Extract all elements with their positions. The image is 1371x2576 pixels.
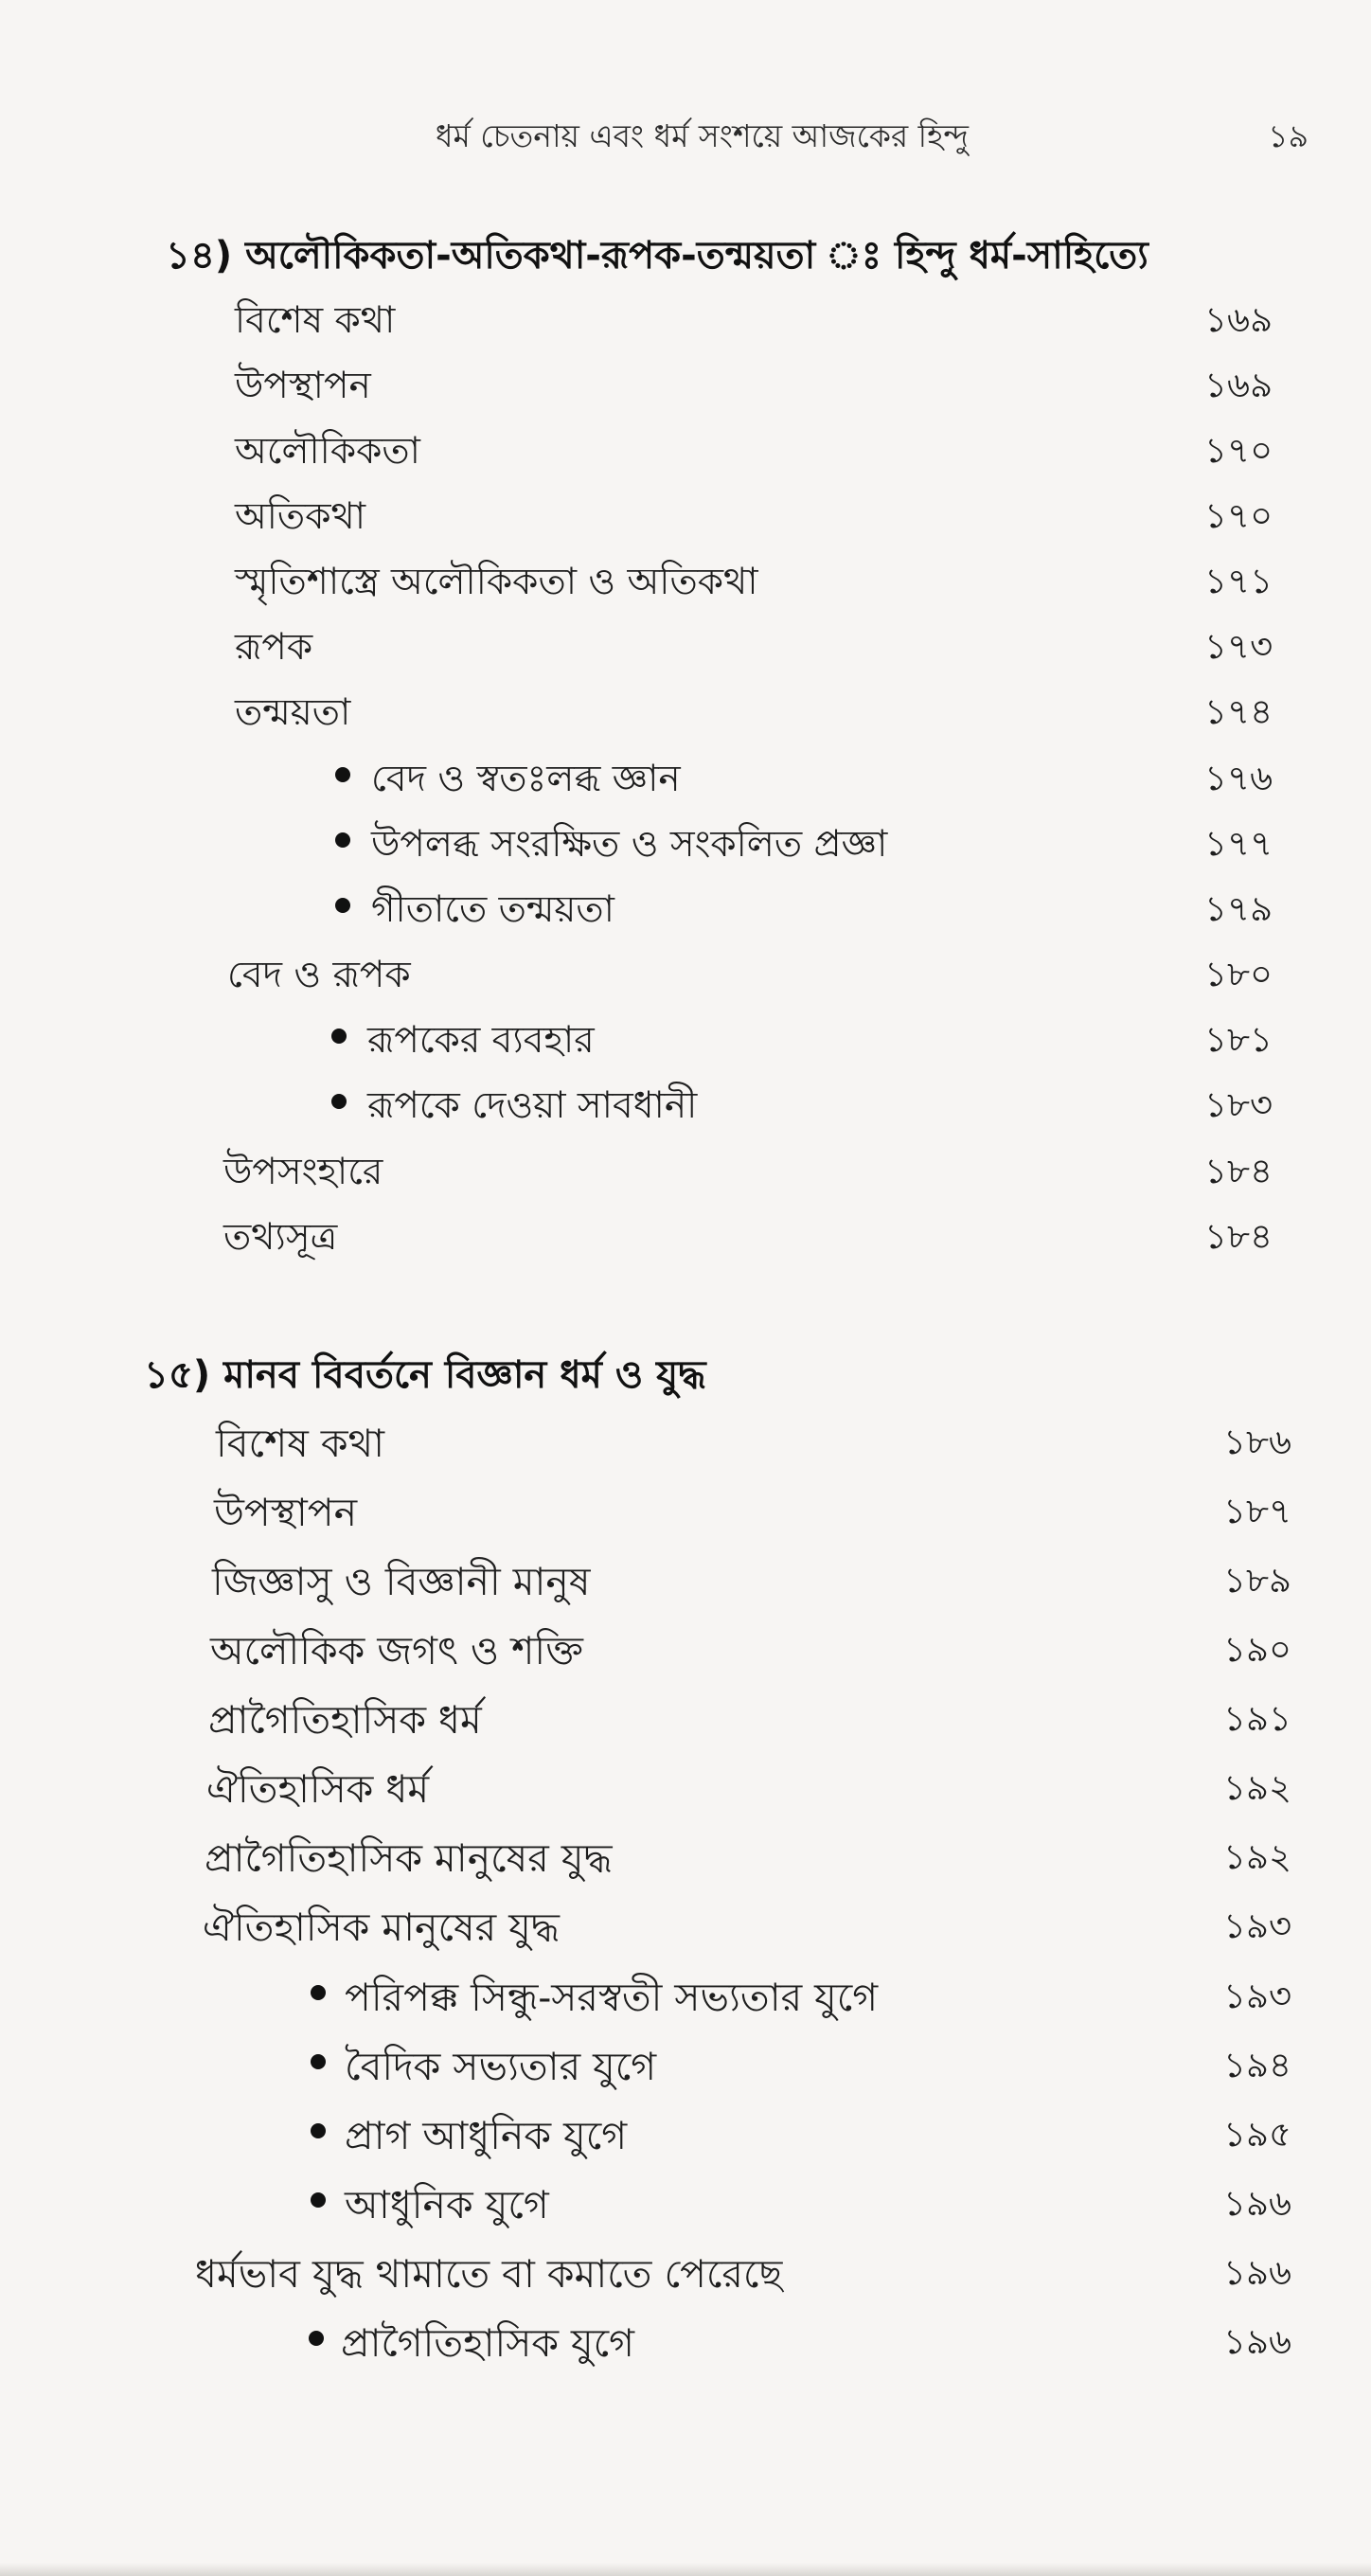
toc-entry — [0, 2245, 1371, 2301]
toc-entry — [0, 1898, 1371, 1955]
toc-entry-title: উপলব্ধ সংরক্ষিত ও সংকলিত প্রজ্ঞা — [371, 823, 888, 866]
toc-entry-page: ১৭৭ — [1204, 823, 1273, 864]
toc-entry-page: ১৮০ — [1204, 954, 1273, 994]
toc-entry-title: উপস্থাপন — [235, 365, 371, 407]
toc-entry-subitem — [0, 1968, 1371, 2025]
toc-entry-title: উপসংহারে — [223, 1151, 383, 1193]
page-edge-shadow — [0, 2563, 1371, 2576]
toc-entry-title: রূপক — [235, 626, 313, 669]
toc-entry-title: পরিপক্ক সিন্ধু-সরস্বতী সভ্যতার যুগে — [345, 1975, 879, 2020]
toc-entry-subitem — [0, 815, 1371, 872]
toc-entry-page: ১৯০ — [1223, 1629, 1292, 1670]
toc-entry-title: ধর্মভাব যুদ্ধ থামাতে বা কমাতে পেরেছে — [195, 2251, 783, 2297]
toc-entry-page: ১৯৬ — [1223, 2321, 1292, 2362]
toc-entry-title: বৈদিক সভ্যতার যুগে — [345, 2044, 657, 2089]
toc-entry — [0, 1552, 1371, 1609]
toc-entry — [0, 1621, 1371, 1678]
toc-entry — [0, 1760, 1371, 1816]
toc-entry-page: ১৯১ — [1223, 1698, 1292, 1739]
toc-entry — [0, 422, 1371, 479]
toc-entry-title: রূপকের ব্যবহার — [367, 1019, 595, 1062]
toc-entry-page: ১৭০ — [1204, 495, 1273, 536]
running-head-title: ধর্ম চেতনায় এবং ধর্ম সংশয়ে আজকের হিন্দু — [436, 117, 969, 154]
toc-entry-page: ১৯৩ — [1223, 1905, 1292, 1946]
toc-entry-page: ১৮৩ — [1204, 1084, 1273, 1125]
toc-entry-page: ১৯২ — [1223, 1836, 1292, 1877]
toc-entry-subitem — [0, 1011, 1371, 1068]
toc-entry — [0, 1483, 1371, 1540]
toc-entry-title: জিজ্ঞাসু ও বিজ্ঞানী মানুষ — [212, 1559, 591, 1604]
toc-entry-subitem — [0, 881, 1371, 938]
bullet-icon — [311, 2123, 326, 2138]
toc-entry-title: প্রাগৈতিহাসিক মানুষের যুদ্ধ — [205, 1835, 613, 1881]
toc-entry — [0, 357, 1371, 414]
toc-entry — [0, 684, 1371, 741]
toc-entry — [0, 1829, 1371, 1886]
toc-entry-title: প্রাগৈতিহাসিক যুগে — [341, 2320, 635, 2366]
toc-entry — [0, 488, 1371, 545]
toc-entry — [0, 1414, 1371, 1471]
toc-entry-page: ১৮৭ — [1223, 1491, 1292, 1531]
toc-entry-page: ১৭৬ — [1204, 758, 1273, 798]
toc-entry-title: প্রাগৈতিহাসিক ধর্ম — [208, 1697, 482, 1743]
toc-entry-title: ঐতিহাসিক মানুষের যুদ্ধ — [203, 1905, 560, 1950]
toc-entry — [0, 1208, 1371, 1265]
toc-entry-subitem — [0, 2175, 1371, 2232]
toc-entry-page: ১৯২ — [1223, 1767, 1292, 1808]
toc-entry-page: ১৮৪ — [1204, 1151, 1273, 1191]
bullet-icon — [309, 2331, 324, 2346]
toc-entry-page: ১৭১ — [1204, 561, 1273, 601]
toc-entry-title: বিশেষ কথা — [235, 299, 396, 342]
toc-entry-title: বিশেষ কথা — [216, 1421, 385, 1466]
toc-entry-subitem — [0, 750, 1371, 807]
toc-entry — [0, 1690, 1371, 1747]
toc-entry-page: ১৭৩ — [1204, 626, 1273, 667]
toc-entry-title: আধুনিক যুগে — [345, 2182, 549, 2227]
toc-entry-page: ১৬৯ — [1204, 365, 1273, 405]
toc-entry-title: উপস্থাপন — [214, 1490, 358, 1535]
toc-entry-page: ১৮৯ — [1223, 1560, 1292, 1601]
toc-entry-page: ১৯৩ — [1223, 1976, 1292, 2016]
bullet-icon — [311, 1985, 326, 2000]
toc-entry-title: অতিকথা — [235, 495, 366, 538]
running-head-page-number: ১৯ — [1268, 117, 1309, 154]
toc-entry — [0, 618, 1371, 675]
toc-entry-page: ১৮৪ — [1204, 1216, 1273, 1257]
toc-entry-page: ১৮৬ — [1223, 1422, 1292, 1462]
toc-entry — [0, 1143, 1371, 1200]
toc-entry-title: অলৌকিক জগৎ ও শক্তি — [210, 1628, 583, 1673]
toc-entry-title: গীতাতে তন্ময়তা — [371, 888, 614, 931]
toc-entry-page: ১৯৫ — [1223, 2114, 1292, 2155]
toc-entry — [0, 553, 1371, 610]
bullet-icon — [331, 1094, 347, 1109]
toc-entry-title: ঐতিহাসিক ধর্ম — [206, 1766, 430, 1812]
toc-entry-title: স্মৃতিশাস্ত্রে অলৌকিকতা ও অতিকথা — [235, 561, 758, 603]
toc-entry-page: ১৬৯ — [1204, 299, 1273, 340]
toc-entry-title: তন্ময়তা — [235, 691, 351, 734]
toc-entry-subitem — [0, 2314, 1371, 2370]
toc-entry-page: ১৭০ — [1204, 430, 1273, 471]
section-heading: ১৪) অলৌকিকতা-অতিকথা-রূপক-তন্ময়তা ঃ হিন্দু ধর্ম-সাহিত্যে — [166, 234, 1148, 277]
toc-entry-title: প্রাগ আধুনিক যুগে — [345, 2113, 628, 2158]
bullet-icon — [311, 2192, 326, 2208]
toc-entry-subitem — [0, 2037, 1371, 2094]
bullet-icon — [311, 2054, 326, 2069]
bullet-icon — [335, 832, 350, 848]
running-head — [0, 112, 1371, 169]
toc-entry-subitem — [0, 1077, 1371, 1134]
bullet-icon — [335, 898, 350, 913]
toc-entry-page: ১৭৪ — [1204, 691, 1273, 732]
toc-entry-page: ১৭৯ — [1204, 888, 1273, 929]
toc-entry-title: রূপকে দেওয়া সাবধানী — [367, 1084, 698, 1127]
toc-entry-page: ১৮১ — [1204, 1019, 1273, 1060]
toc-entry-title: তথ্যসূত্র — [223, 1216, 338, 1259]
toc-entry-page: ১৯৬ — [1223, 2183, 1292, 2224]
bullet-icon — [331, 1029, 347, 1044]
bullet-icon — [335, 767, 350, 782]
toc-entry-page: ১৯৬ — [1223, 2252, 1292, 2293]
toc-entry-title: অলৌকিকতা — [235, 430, 420, 473]
toc-entry-page: ১৯৪ — [1223, 2045, 1292, 2085]
toc-entry — [0, 292, 1371, 349]
section-heading: ১৫) মানব বিবর্তনে বিজ্ঞান ধর্ম ও যুদ্ধ — [144, 1353, 706, 1397]
toc-entry-subitem — [0, 2106, 1371, 2163]
toc-entry-title: বেদ ও রূপক — [227, 954, 411, 996]
toc-entry — [0, 946, 1371, 1003]
toc-entry-title: বেদ ও স্বতঃলব্ধ জ্ঞান — [371, 758, 681, 800]
